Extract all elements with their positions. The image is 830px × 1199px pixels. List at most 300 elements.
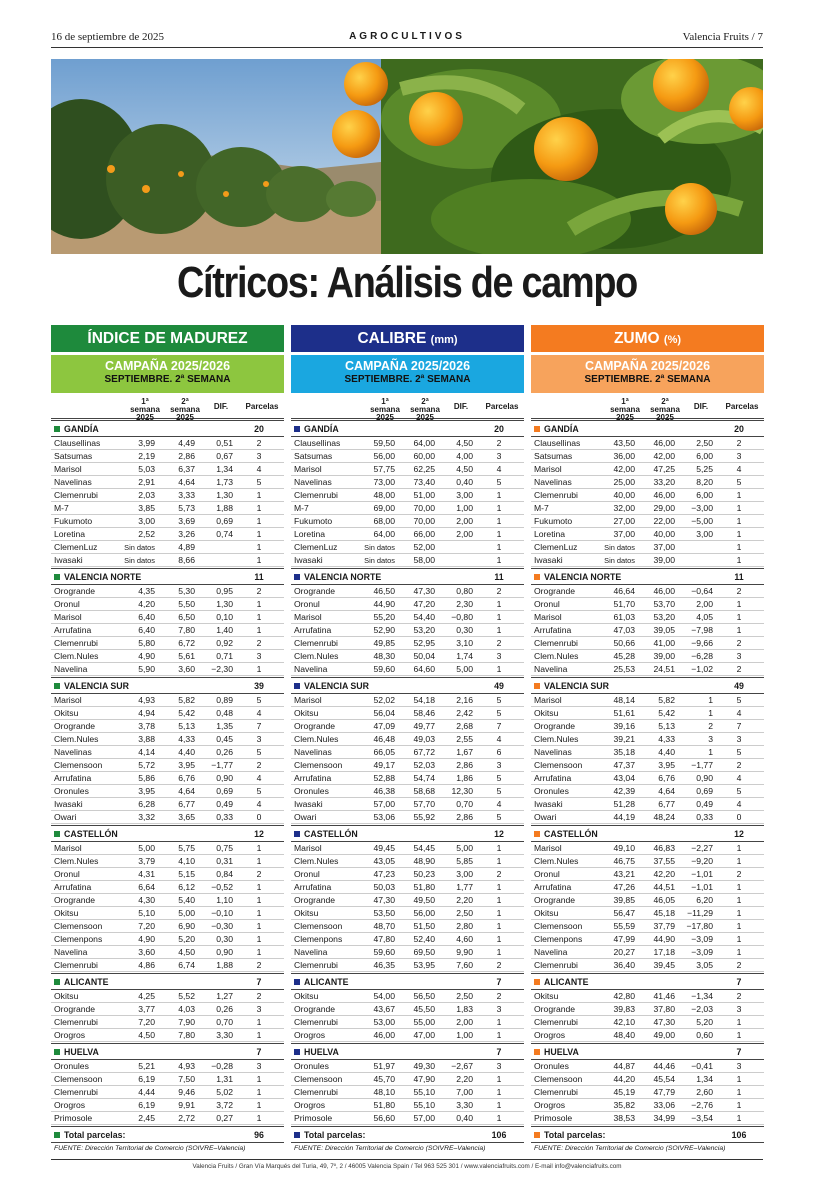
parcelas-value: 4 xyxy=(256,799,262,809)
table-row xyxy=(531,881,764,894)
total-label: Total parcelas: xyxy=(304,1130,366,1140)
dif-value: 0,26 xyxy=(216,747,233,757)
dif-value: 2,00 xyxy=(696,599,713,609)
region-name: CASTELLÓN xyxy=(544,829,598,839)
variety-name: Oronules xyxy=(534,786,569,796)
dif-value: 0,92 xyxy=(216,638,233,648)
week2-value: 5,13 xyxy=(658,721,675,731)
region-count: 12 xyxy=(734,829,744,839)
table-row xyxy=(51,476,284,489)
week2-value: 48,24 xyxy=(653,812,675,822)
table-row xyxy=(291,437,524,450)
variety-name: Clemenrubi xyxy=(534,490,578,500)
week2-value: 6,77 xyxy=(658,799,675,809)
dif-value: 2,50 xyxy=(696,438,713,448)
parcelas-value: 1 xyxy=(496,625,502,635)
dif-value: 3,05 xyxy=(696,960,713,970)
parcelas-value: 3 xyxy=(736,1061,742,1071)
week2-value: 7,50 xyxy=(178,1074,195,1084)
parcelas-value: 1 xyxy=(736,1030,742,1040)
region-count: 7 xyxy=(256,1047,262,1057)
week1-value: 55,20 xyxy=(373,612,395,622)
variety-name: Oronul xyxy=(54,869,80,879)
table-row xyxy=(531,528,764,541)
variety-name: Marisol xyxy=(54,843,82,853)
parcelas-value: 4 xyxy=(256,773,262,783)
variety-name: Fukumoto xyxy=(294,516,333,526)
region-count: 20 xyxy=(494,424,504,434)
table-row xyxy=(291,798,524,811)
variety-name: Marisol xyxy=(54,612,82,622)
campaign-label: CAMPAÑA 2025/2026 xyxy=(104,359,231,373)
table-row xyxy=(531,541,764,554)
table-row xyxy=(531,1112,764,1125)
variety-name: Orogrande xyxy=(294,895,336,905)
parcelas-value: 1 xyxy=(496,542,502,552)
parcelas-value: 1 xyxy=(496,856,502,866)
week1-value: 47,30 xyxy=(373,895,395,905)
week1-value: 46,75 xyxy=(613,856,635,866)
parcelas-value: 4 xyxy=(736,708,742,718)
week2-value: 47,30 xyxy=(653,1017,675,1027)
parcelas-value: 1 xyxy=(496,529,502,539)
dif-value: 5,20 xyxy=(696,1017,713,1027)
week2-value: 56,50 xyxy=(413,991,435,1001)
region-count: 39 xyxy=(254,681,264,691)
total-row xyxy=(51,1126,284,1143)
week2-value: 5,40 xyxy=(178,895,195,905)
dif-value: 2,00 xyxy=(456,529,473,539)
week2-value: 6,74 xyxy=(178,960,195,970)
dif-value: 2,16 xyxy=(456,695,473,705)
variety-name: Navelinas xyxy=(54,747,92,757)
parcelas-value: 5 xyxy=(736,786,742,796)
dif-value: 1,73 xyxy=(216,477,233,487)
week1-value: 47,03 xyxy=(613,625,635,635)
variety-name: Arrufatina xyxy=(294,625,332,635)
table-row xyxy=(531,907,764,920)
week2-value: 4,33 xyxy=(658,734,675,744)
week2-value: 70,00 xyxy=(413,503,435,513)
week2-value: 56,00 xyxy=(413,908,435,918)
table-row xyxy=(531,598,764,611)
week1-value: 35,18 xyxy=(613,747,635,757)
dif-value: 0,69 xyxy=(216,516,233,526)
parcelas-value: 1 xyxy=(496,555,502,565)
variety-name: Clemensoon xyxy=(534,921,583,931)
parcelas-value: 5 xyxy=(496,695,502,705)
dif-value: 0,70 xyxy=(456,799,473,809)
region-row xyxy=(51,677,284,694)
table-row xyxy=(51,720,284,733)
table-row xyxy=(51,650,284,663)
dif-value: −3,09 xyxy=(691,947,713,957)
week2-value: 5,13 xyxy=(178,721,195,731)
week1-value: 64,00 xyxy=(373,529,395,539)
table-row xyxy=(291,707,524,720)
dif-value: 0,70 xyxy=(216,1017,233,1027)
parcelas-value: 2 xyxy=(496,586,502,596)
week1-value: 2,03 xyxy=(138,490,155,500)
week2-value: 4,64 xyxy=(178,786,195,796)
parcelas-value: 1 xyxy=(256,921,262,931)
dif-value: 1 xyxy=(708,695,713,705)
dif-value: 0,80 xyxy=(456,586,473,596)
table-row xyxy=(531,1029,764,1042)
dif-value: 0,90 xyxy=(216,947,233,957)
week2-value: 58,00 xyxy=(413,555,435,565)
week2-value: 34,99 xyxy=(653,1113,675,1123)
table-row xyxy=(51,759,284,772)
table-row xyxy=(291,585,524,598)
week2-value: 73,40 xyxy=(413,477,435,487)
parcelas-value: 2 xyxy=(256,869,262,879)
dif-value: 6,20 xyxy=(696,895,713,905)
variety-name: Clemenrubi xyxy=(294,960,338,970)
week2-value: 44,90 xyxy=(653,934,675,944)
table-row xyxy=(531,1060,764,1073)
variety-name: Clemenpons xyxy=(54,934,103,944)
parcelas-value: 2 xyxy=(736,586,742,596)
table-column xyxy=(291,325,524,1152)
dif-value: −11,29 xyxy=(687,908,713,918)
parcelas-value: 1 xyxy=(496,947,502,957)
dif-value: 5,02 xyxy=(216,1087,233,1097)
table-row xyxy=(51,694,284,707)
table-row xyxy=(531,450,764,463)
variety-name: Satsumas xyxy=(534,451,573,461)
issue-date: 16 de septiembre de 2025 xyxy=(51,31,165,43)
parcelas-value: 5 xyxy=(736,695,742,705)
week1-value: 56,47 xyxy=(613,908,635,918)
week2-value: 44,46 xyxy=(653,1061,675,1071)
dif-value: 4,05 xyxy=(696,612,713,622)
table-row xyxy=(291,746,524,759)
week1-value: 52,90 xyxy=(373,625,395,635)
dif-value: 0,75 xyxy=(216,843,233,853)
table-row xyxy=(531,990,764,1003)
table-row xyxy=(291,842,524,855)
dif-value: 0,30 xyxy=(456,625,473,635)
parcelas-value: 1 xyxy=(256,612,262,622)
region-name: GANDÍA xyxy=(304,424,339,434)
total-label: Total parcelas: xyxy=(544,1130,606,1140)
variety-name: Oronules xyxy=(294,786,329,796)
dif-value: 0,89 xyxy=(216,695,233,705)
week1-value: 3,77 xyxy=(138,1004,155,1014)
parcelas-value: 1 xyxy=(256,1017,262,1027)
region-count: 7 xyxy=(496,977,502,987)
region-name: CASTELLÓN xyxy=(304,829,358,839)
table-row xyxy=(51,1029,284,1042)
parcelas-value: 1 xyxy=(256,529,262,539)
dif-value: −5,00 xyxy=(691,516,713,526)
variety-name: Clemenrubi xyxy=(534,638,578,648)
week2-value: 57,00 xyxy=(413,1113,435,1123)
dif-value: −7,98 xyxy=(691,625,713,635)
parcelas-value: 1 xyxy=(256,516,262,526)
page-header xyxy=(51,28,763,48)
table-row xyxy=(51,585,284,598)
table-row xyxy=(51,1073,284,1086)
week2-value: 37,80 xyxy=(653,1004,675,1014)
variety-name: Orogrande xyxy=(534,895,576,905)
table-row xyxy=(531,1073,764,1086)
table-row xyxy=(531,663,764,676)
variety-name: Navelinas xyxy=(294,747,332,757)
variety-name: Clausellinas xyxy=(294,438,341,448)
week1-value: 43,21 xyxy=(613,869,635,879)
variety-name: Orogrande xyxy=(54,1004,96,1014)
variety-name: Fukumoto xyxy=(54,516,93,526)
region-row xyxy=(291,568,524,585)
week1-value: 49,10 xyxy=(613,843,635,853)
variety-name: Iwasaki xyxy=(534,799,563,809)
variety-name: Clemenrubi xyxy=(294,638,338,648)
variety-name: Orogrande xyxy=(54,586,96,596)
table-row xyxy=(51,554,284,567)
week1-value: 42,39 xyxy=(613,786,635,796)
parcelas-value: 1 xyxy=(256,1113,262,1123)
table-row xyxy=(531,842,764,855)
week2-value: 52,40 xyxy=(413,934,435,944)
week2-value: 45,50 xyxy=(413,1004,435,1014)
dif-value: 0,95 xyxy=(216,586,233,596)
variety-name: Oronules xyxy=(54,1061,89,1071)
variety-name: Clemenrubi xyxy=(54,960,98,970)
variety-name: Owari xyxy=(294,812,317,822)
week1-value: 4,94 xyxy=(138,708,155,718)
parcelas-value: 1 xyxy=(256,1100,262,1110)
week2-value: 57,70 xyxy=(413,799,435,809)
parcelas-value: 2 xyxy=(256,960,262,970)
week2-value: 42,00 xyxy=(653,451,675,461)
orange-grove-photo xyxy=(51,59,763,254)
table-row xyxy=(531,733,764,746)
table-row xyxy=(291,920,524,933)
week1-value: 56,60 xyxy=(373,1113,395,1123)
week2-value: 51,00 xyxy=(413,490,435,500)
variety-name: Owari xyxy=(534,812,557,822)
dif-value: 0,27 xyxy=(216,1113,233,1123)
week1-value: 66,05 xyxy=(373,747,395,757)
week2-value: 51,50 xyxy=(413,921,435,931)
week2-value: 3,65 xyxy=(178,812,195,822)
table-row xyxy=(291,489,524,502)
dif-value: 2,20 xyxy=(456,1074,473,1084)
week1-value: 73,00 xyxy=(373,477,395,487)
week2-value: 47,20 xyxy=(413,599,435,609)
table-row xyxy=(51,1060,284,1073)
parcelas-value: 3 xyxy=(256,734,262,744)
dif-value: 5,25 xyxy=(696,464,713,474)
table-row xyxy=(51,842,284,855)
parcelas-value: 5 xyxy=(496,812,502,822)
week1-value: 3,79 xyxy=(138,856,155,866)
table-row xyxy=(531,502,764,515)
week2-value: 58,46 xyxy=(413,708,435,718)
week2-value: 47,00 xyxy=(413,1030,435,1040)
table-row xyxy=(51,946,284,959)
week1-value: 47,26 xyxy=(613,882,635,892)
table-row xyxy=(531,585,764,598)
region-count: 49 xyxy=(494,681,504,691)
week2-value: 55,10 xyxy=(413,1087,435,1097)
table-row xyxy=(291,733,524,746)
parcelas-value: 2 xyxy=(496,960,502,970)
parcelas-value: 1 xyxy=(256,503,262,513)
parcelas-value: 1 xyxy=(496,1074,502,1084)
week1-value: 46,00 xyxy=(373,1030,395,1040)
parcelas-value: 2 xyxy=(496,869,502,879)
week2-value: 39,00 xyxy=(653,555,675,565)
week2-value: 47,90 xyxy=(413,1074,435,1084)
total-marker xyxy=(534,1132,540,1138)
week2-value: 4,40 xyxy=(658,747,675,757)
parcelas-value: 5 xyxy=(496,773,502,783)
table-row xyxy=(531,959,764,972)
dif-value: 0,30 xyxy=(216,934,233,944)
region-row xyxy=(291,1043,524,1060)
variety-name: Orogrande xyxy=(534,721,576,731)
variety-name: Clausellinas xyxy=(534,438,581,448)
region-count: 7 xyxy=(736,977,742,987)
region-count: 20 xyxy=(734,424,744,434)
dif-value: 1,67 xyxy=(456,747,473,757)
week2-value: 4,49 xyxy=(178,438,195,448)
week1-value: Sin datos xyxy=(364,543,395,552)
variety-name: Clemenrubi xyxy=(294,1087,338,1097)
region-marker xyxy=(534,426,540,432)
week1-value: 5,03 xyxy=(138,464,155,474)
week2-value: 55,10 xyxy=(413,1100,435,1110)
table-row xyxy=(291,959,524,972)
parcelas-value: 3 xyxy=(736,734,742,744)
table-row xyxy=(531,868,764,881)
variety-name: Clemenrubi xyxy=(54,638,98,648)
table-row xyxy=(291,515,524,528)
parcelas-value: 1 xyxy=(736,555,742,565)
parcelas-value: 1 xyxy=(256,1087,262,1097)
table-row xyxy=(51,611,284,624)
variety-name: Orogros xyxy=(534,1100,566,1110)
table-row xyxy=(531,463,764,476)
variety-name: Navelina xyxy=(54,947,88,957)
region-row xyxy=(531,825,764,842)
dif-value: 1,86 xyxy=(456,773,473,783)
table-row xyxy=(531,1003,764,1016)
variety-name: Oronules xyxy=(54,786,89,796)
dif-value: 1,00 xyxy=(456,1030,473,1040)
week2-value: 22,00 xyxy=(653,516,675,526)
parcelas-value: 1 xyxy=(256,555,262,565)
variety-name: M-7 xyxy=(534,503,549,513)
parcelas-value: 1 xyxy=(736,1113,742,1123)
variety-name: Orogrande xyxy=(294,586,336,596)
week1-value: 5,86 xyxy=(138,773,155,783)
variety-name: Iwasaki xyxy=(54,799,83,809)
parcelas-value: 1 xyxy=(496,599,502,609)
table-row xyxy=(51,959,284,972)
week2-value: 37,79 xyxy=(653,921,675,931)
region-name: HUELVA xyxy=(304,1047,339,1057)
table-row xyxy=(531,772,764,785)
dif-value: −0,52 xyxy=(211,882,233,892)
week1-value: 3,00 xyxy=(138,516,155,526)
parcelas-value: 1 xyxy=(736,856,742,866)
parcelas-value: 1 xyxy=(256,843,262,853)
region-row xyxy=(291,677,524,694)
dif-value: 2,55 xyxy=(456,734,473,744)
variety-name: Clemensoon xyxy=(534,1074,583,1084)
table-row xyxy=(51,746,284,759)
week2-value: 46,00 xyxy=(653,490,675,500)
region-row xyxy=(531,677,764,694)
table-row xyxy=(51,1112,284,1125)
week2-value: 7,90 xyxy=(178,1017,195,1027)
parcelas-value: 5 xyxy=(736,747,742,757)
table-row xyxy=(531,798,764,811)
table-row xyxy=(51,624,284,637)
parcelas-value: 1 xyxy=(496,1017,502,1027)
variety-name: Marisol xyxy=(534,843,562,853)
week1-value: 3,78 xyxy=(138,721,155,731)
week2-value: 4,33 xyxy=(178,734,195,744)
week1-value: 36,40 xyxy=(613,960,635,970)
region-name: VALENCIA NORTE xyxy=(544,572,622,582)
week1-value: 59,60 xyxy=(373,664,395,674)
table-row xyxy=(531,694,764,707)
region-marker xyxy=(54,979,60,985)
variety-name: Okitsu xyxy=(54,708,79,718)
week1-value: 47,99 xyxy=(613,934,635,944)
variety-name: M-7 xyxy=(294,503,309,513)
variety-name: Clemensoon xyxy=(294,760,343,770)
dif-value: −2,76 xyxy=(691,1100,713,1110)
region-count: 20 xyxy=(254,424,264,434)
week1-value: 3,60 xyxy=(138,947,155,957)
parcelas-value: 1 xyxy=(736,908,742,918)
variety-name: Clemenrubi xyxy=(54,1087,98,1097)
week2-value: 3,33 xyxy=(178,490,195,500)
week2-value: 44,51 xyxy=(653,882,675,892)
week2-value: 6,76 xyxy=(178,773,195,783)
variety-name: Marisol xyxy=(534,695,562,705)
variety-name: Orogrande xyxy=(294,721,336,731)
variety-name: Navelinas xyxy=(54,477,92,487)
table-row xyxy=(291,990,524,1003)
parcelas-value: 4 xyxy=(736,799,742,809)
variety-name: Navelinas xyxy=(534,477,572,487)
dif-value: 3,10 xyxy=(456,638,473,648)
header-week2: 2ª semana 2025 xyxy=(170,397,200,422)
dif-value: 1,34 xyxy=(696,1074,713,1084)
table-row xyxy=(51,515,284,528)
table-row xyxy=(51,1003,284,1016)
dif-value: 2,50 xyxy=(456,908,473,918)
week2-value: 6,77 xyxy=(178,799,195,809)
variety-name: Orogrande xyxy=(54,895,96,905)
week2-value: 40,00 xyxy=(653,529,675,539)
campaign-banner xyxy=(531,355,764,393)
parcelas-value: 4 xyxy=(496,734,502,744)
variety-name: Orogros xyxy=(534,1030,566,1040)
dif-value: 0,31 xyxy=(216,856,233,866)
region-count: 12 xyxy=(254,829,264,839)
variety-name: Orogrande xyxy=(54,721,96,731)
variety-name: Okitsu xyxy=(534,908,559,918)
parcelas-value: 7 xyxy=(736,721,742,731)
